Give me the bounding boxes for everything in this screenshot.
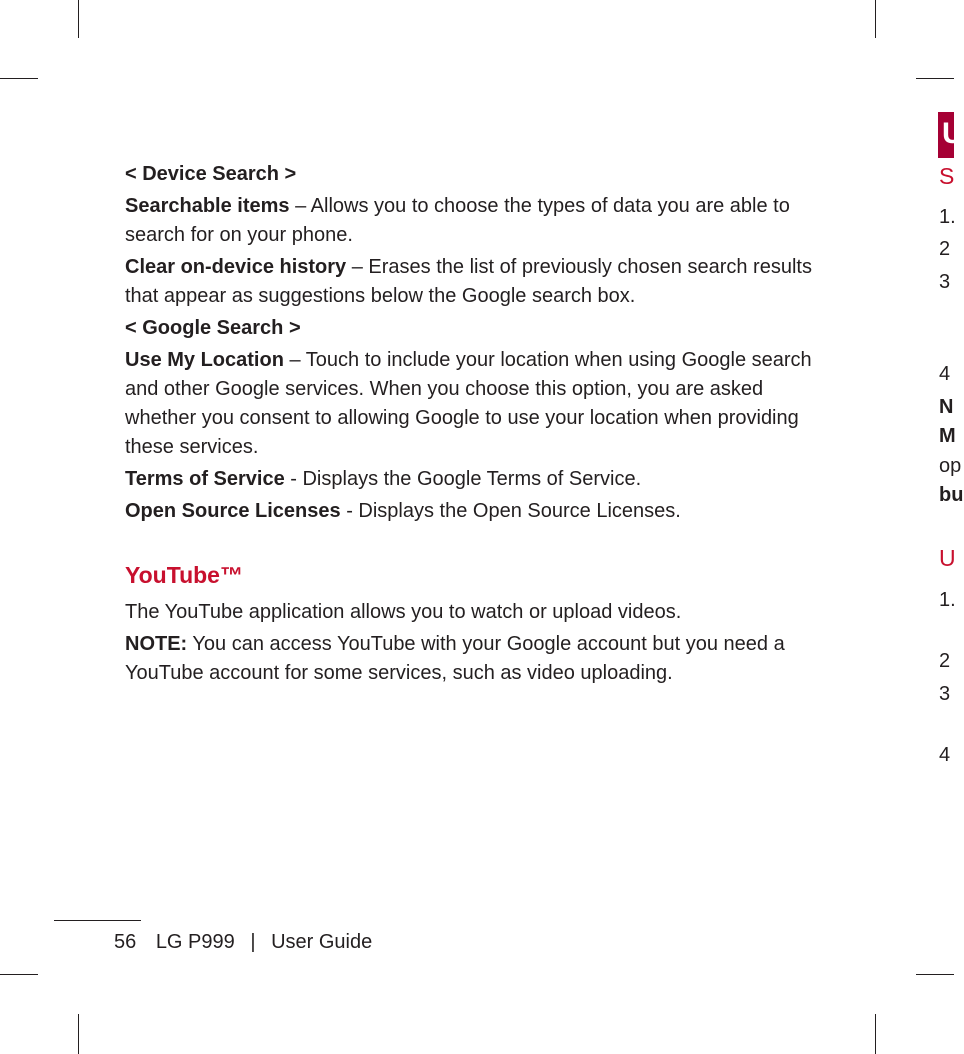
crop-mark xyxy=(875,1014,876,1054)
searchable-items-term: Searchable items xyxy=(125,195,290,217)
youtube-intro: The YouTube application allows you to watch or upload videos. xyxy=(125,601,682,623)
right-page-fragment: 3 xyxy=(939,683,951,705)
right-page-fragment: 4 xyxy=(939,363,951,385)
terms-desc: - Displays the Google Terms of Service. xyxy=(284,468,642,490)
device-search-heading: < Device Search > xyxy=(125,163,297,185)
crop-mark xyxy=(78,0,79,38)
right-page-fragment: U xyxy=(939,545,956,571)
use-location-desc: – Touch to include your location when using Google search and other Google services. When you choose this option, you are asked whether you consent to allowing Google to use your location when providing these services. xyxy=(125,349,812,458)
use-location-term: Use My Location xyxy=(125,349,284,371)
youtube-heading: YouTube™ xyxy=(125,562,243,588)
chapter-tab-letter: U xyxy=(942,117,964,150)
crop-mark xyxy=(0,78,38,79)
right-page-fragment: N xyxy=(939,396,954,418)
youtube-note xyxy=(125,630,815,688)
right-page-fragment: 1. xyxy=(939,206,956,228)
footer-model: LG P999 xyxy=(155,931,235,953)
clear-history-desc: – Erases the list of previously chosen search results that appear as suggestions below the Google search box. xyxy=(125,256,812,307)
page-footer xyxy=(114,928,372,956)
right-page-fragment: op xyxy=(939,455,962,477)
crop-mark xyxy=(0,974,38,975)
footer-separator: | xyxy=(250,931,256,953)
crop-mark xyxy=(916,974,954,975)
clear-history-entry xyxy=(125,253,815,311)
note-text: You can access YouTube with your Google account but you need a YouTube account for some services, such as video uploading. xyxy=(125,633,785,684)
right-page-fragment: M xyxy=(939,425,956,447)
google-search-heading: < Google Search > xyxy=(125,317,301,339)
clear-history-term: Clear on-device history xyxy=(125,256,347,278)
right-page-fragment: 2 xyxy=(939,650,951,672)
licenses-term: Open Source Licenses xyxy=(125,500,341,522)
right-page-fragment: 3 xyxy=(939,271,951,293)
chapter-tab xyxy=(938,112,964,158)
crop-mark xyxy=(916,78,954,79)
right-page-fragment: S xyxy=(939,163,955,189)
licenses-desc: - Displays the Open Source Licenses. xyxy=(340,500,681,522)
terms-term: Terms of Service xyxy=(125,468,285,490)
right-page-fragment: 2 xyxy=(939,238,951,260)
terms-entry xyxy=(125,465,815,494)
licenses-entry xyxy=(125,497,815,526)
right-page-fragment: 1. xyxy=(939,589,956,611)
right-page-fragment: 4 xyxy=(939,744,951,766)
page-number: 56 xyxy=(114,931,137,953)
right-page-fragment: bu xyxy=(939,484,964,506)
searchable-items-desc: – Allows you to choose the types of data you are able to search for on your phone. xyxy=(125,195,790,246)
crop-mark xyxy=(78,1014,79,1054)
use-location-entry xyxy=(125,346,815,462)
searchable-items-entry xyxy=(125,192,815,250)
crop-mark xyxy=(875,0,876,38)
note-label: NOTE: xyxy=(125,633,188,655)
footer-guide: User Guide xyxy=(271,931,373,953)
footer-rule xyxy=(54,920,141,921)
main-content xyxy=(125,160,815,691)
